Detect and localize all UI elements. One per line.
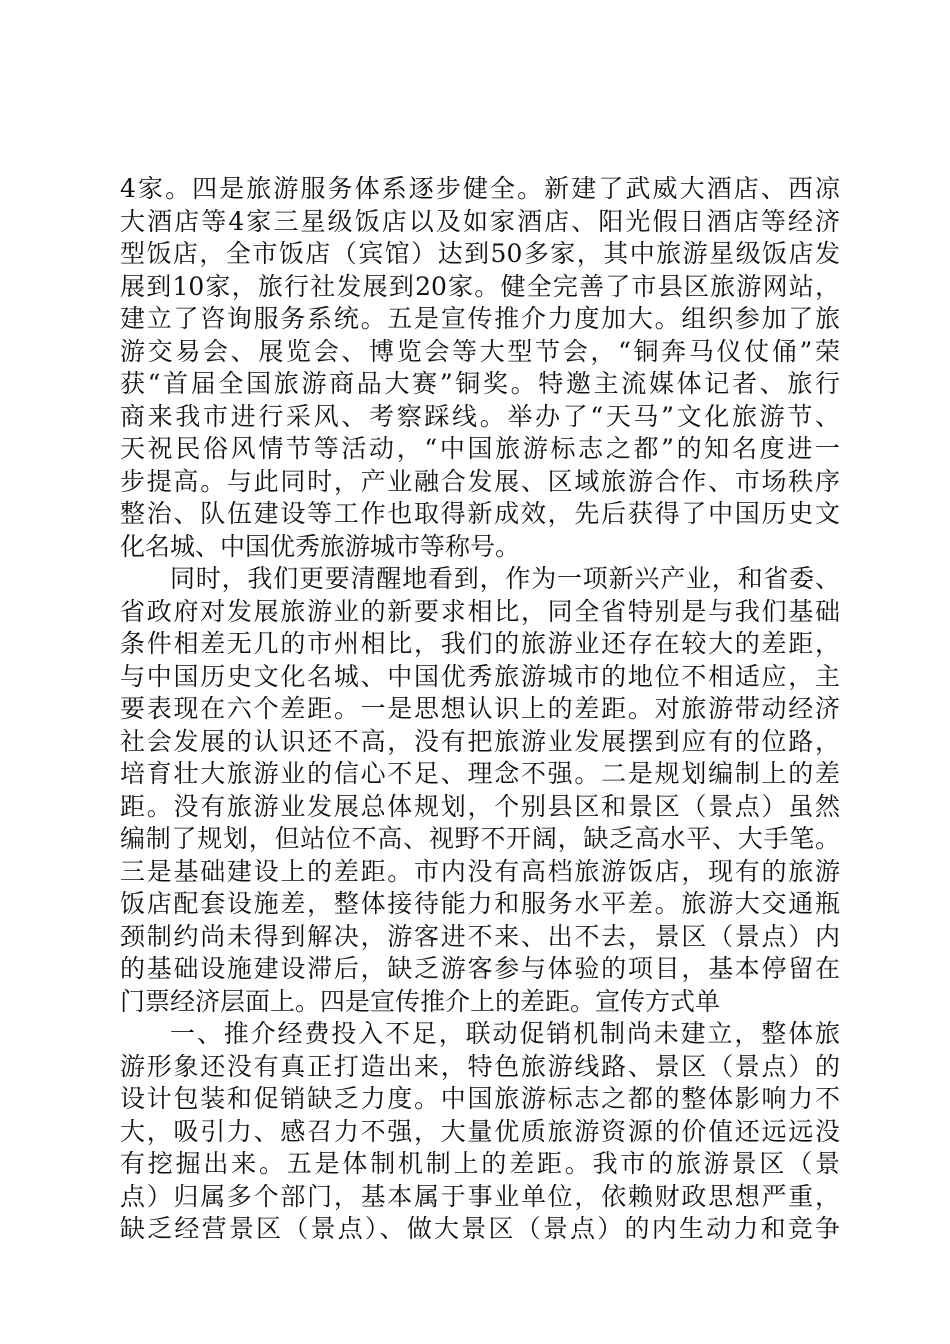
text-line: 获“首届全国旅游商品大赛”铜奖。特邀主流媒体记者、旅行 (120, 369, 840, 398)
text-line: 省政府对发展旅游业的新要求相比，同全省特别是与我们基础 (120, 596, 840, 626)
text-line: 培育壮大旅游业的信心不足、理念不强。二是规划编制上的差 (120, 759, 840, 788)
body-text (120, 173, 840, 1246)
text-line: 点）归属多个部门，基本属于事业单位，依赖财政思想严重， (120, 1181, 840, 1211)
text-line: 与中国历史文化名城、中国优秀旅游城市的地位不相适应，主 (120, 661, 840, 691)
text-line: 型饭店，全市饭店（宾馆）达到50多家，其中旅游星级饭店发 (120, 239, 840, 268)
text-line: 距。没有旅游业发展总体规划，个别县区和景区（景点）虽然 (120, 791, 840, 821)
text-line: 三是基础建设上的差距。市内没有高档旅游饭店，现有的旅游 (120, 856, 840, 886)
text-line: 展到10家，旅行社发展到20家。健全完善了市县区旅游网站， (120, 271, 840, 301)
text-line: 步提高。与此同时，产业融合发展、区域旅游合作、市场秩序 (120, 466, 840, 496)
text-line: 4家。四是旅游服务体系逐步健全。新建了武威大酒店、西凉 (120, 174, 840, 203)
text-line: 的基础设施建设滞后，缺乏游客参与体验的项目，基本停留在 (120, 954, 840, 983)
text-line: 大酒店等4家三星级饭店以及如家酒店、阳光假日酒店等经济 (120, 206, 840, 236)
text-line: 大，吸引力、感召力不强，大量优质旅游资源的价值还远远没 (120, 1116, 840, 1146)
text-line: 建立了咨询服务系统。五是宣传推介力度加大。组织参加了旅 (120, 304, 840, 333)
text-line: 要表现在六个差距。一是思想认识上的差距。对旅游带动经济 (120, 694, 840, 723)
text-line: 同时，我们更要清醒地看到，作为一项新兴产业，和省委、 (170, 564, 840, 593)
text-line: 设计包装和促销缺乏力度。中国旅游标志之都的整体影响力不 (120, 1084, 840, 1113)
text-line: 颈制约尚未得到解决，游客进不来、出不去，景区（景点）内 (120, 921, 840, 951)
text-line: 一、推介经费投入不足，联动促销机制尚未建立，整体旅 (170, 1019, 840, 1048)
text-line: 天祝民俗风情节等活动，“中国旅游标志之都”的知名度进一 (120, 434, 840, 463)
text-line: 缺乏经营景区（景点）、做大景区（景点）的内生动力和竞争 (120, 1214, 840, 1243)
text-line: 条件相差无几的市州相比，我们的旅游业还存在较大的差距， (120, 629, 840, 658)
text-line: 化名城、中国优秀旅游城市等称号。 (120, 531, 521, 561)
text-line: 整治、队伍建设等工作也取得新成效，先后获得了中国历史文 (120, 499, 840, 528)
text-line: 有挖掘出来。五是体制机制上的差距。我市的旅游景区（景 (120, 1149, 840, 1178)
text-line: 商来我市进行采风、考察踩线。举办了“天马”文化旅游节、 (120, 401, 840, 431)
text-line: 游交易会、展览会、博览会等大型节会，“铜奔马仪仗俑”荣 (120, 336, 840, 366)
text-line: 游形象还没有真正打造出来，特色旅游线路、景区（景点）的 (120, 1051, 840, 1081)
text-line: 编制了规划，但站位不高、视野不开阔，缺乏高水平、大手笔。 (120, 824, 840, 853)
text-line: 门票经济层面上。四是宣传推介上的差距。宣传方式单 (120, 986, 721, 1016)
text-line: 社会发展的认识还不高，没有把旅游业发展摆到应有的位路， (120, 726, 840, 756)
text-line: 饭店配套设施差，整体接待能力和服务水平差。旅游大交通瓶 (120, 889, 840, 918)
